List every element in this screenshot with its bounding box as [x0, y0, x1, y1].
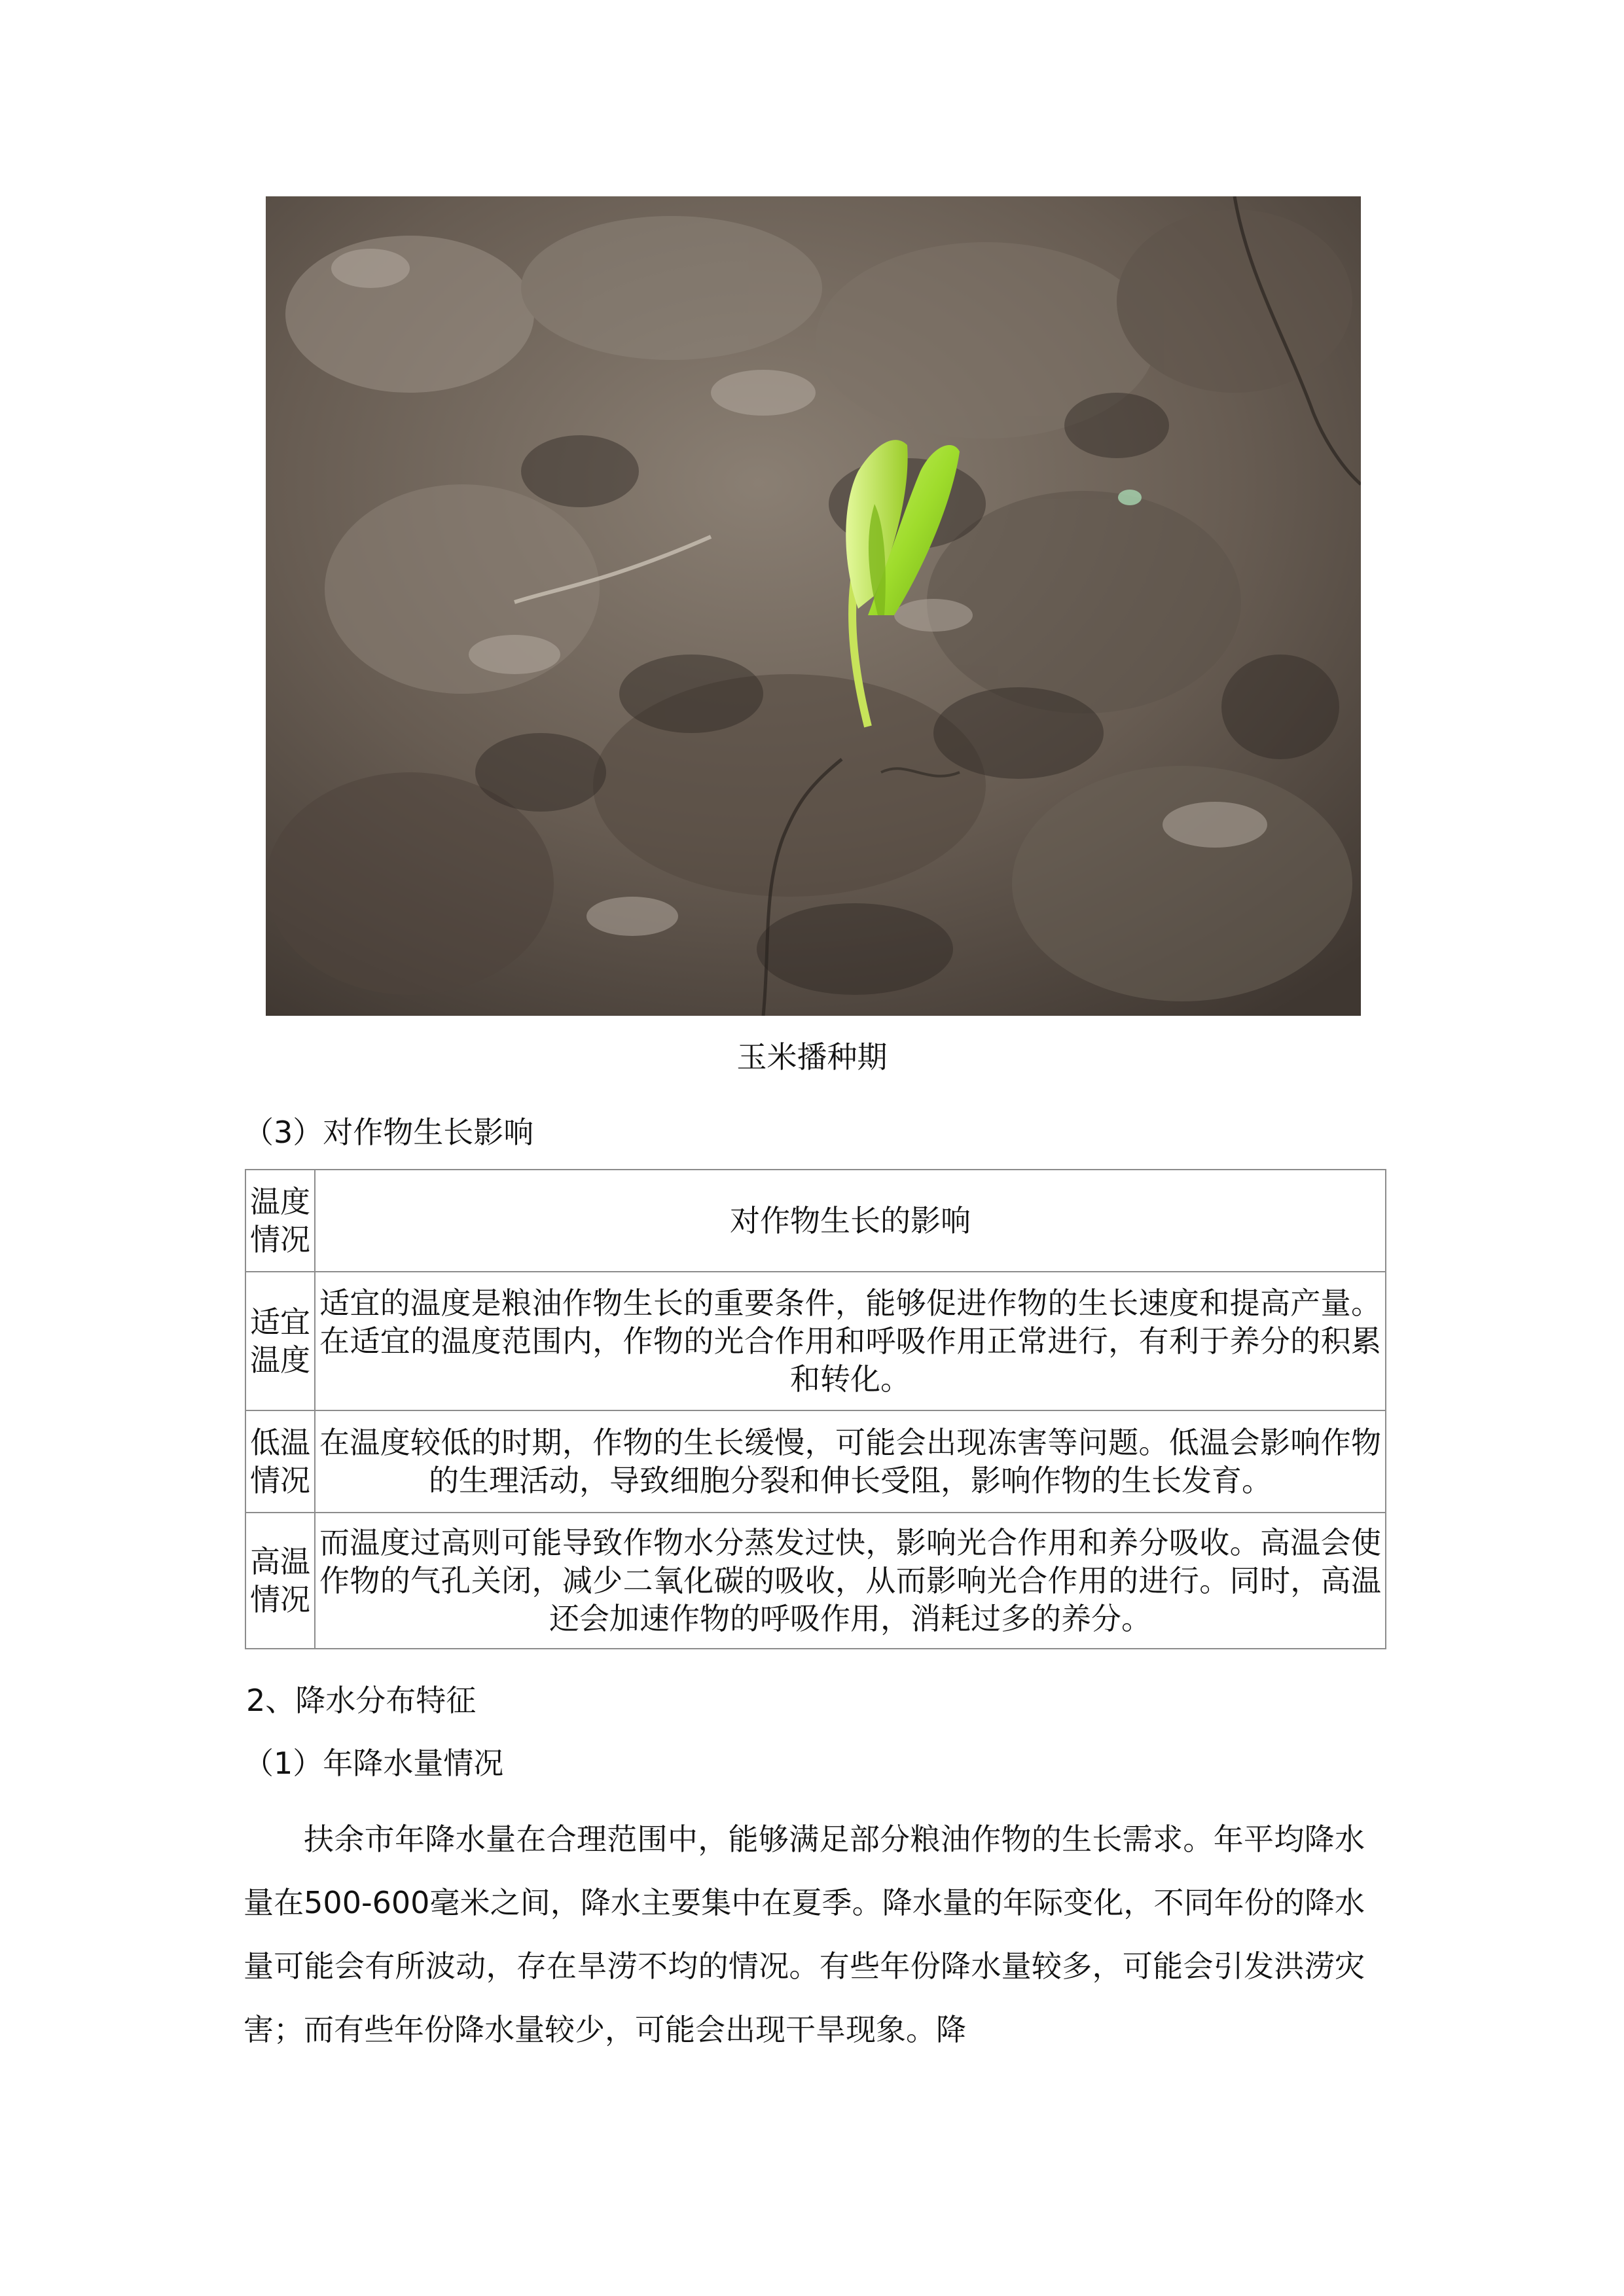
corn-seedling-photo	[266, 196, 1361, 1016]
temperature-impact-table	[245, 1169, 1386, 1649]
section-heading-annual-rainfall: （1）年降水量情况	[244, 1746, 504, 1781]
table-header-row	[245, 1170, 1386, 1272]
row-text: 在温度较低的时期，作物的生长缓慢，可能会出现冻害等问题。低温会影响作物的生理活动，导致细胞分裂和伸长受阻，影响作物的生长发育。	[315, 1410, 1386, 1513]
row-text: 而温度过高则可能导致作物水分蒸发过快，影响光合作用和养分吸收。高温会使作物的气孔关闭，减少二氧化碳的吸收，从而影响光合作用的进行。同时，高温还会加速作物的呼吸作用，消耗过多的养分。	[315, 1513, 1386, 1649]
row-label: 高温情况	[245, 1513, 315, 1649]
section-heading-crop-impact: （3）对作物生长影响	[244, 1115, 534, 1150]
body-paragraph: 扶余市年降水量在合理范围中，能够满足部分粮油作物的生长需求。年平均降水量在500-600毫米之间，降水主要集中在夏季。降水量的年际变化，不同年份的降水量可能会有所波动，存在旱涝不均的情况。有些年份降水量较多，可能会引发洪涝灾害；而有些年份降水量较少，可能会出现干旱现象。降	[244, 1821, 1365, 2047]
row-label: 低温情况	[245, 1410, 315, 1513]
table-header-cell: 温度情况	[245, 1170, 315, 1272]
table-header-cell: 对作物生长的影响	[315, 1170, 1386, 1272]
section-heading-precipitation: 2、降水分布特征	[246, 1683, 477, 1718]
figure-caption: 玉米播种期	[736, 1039, 888, 1075]
row-label: 适宜温度	[245, 1272, 315, 1410]
table-row	[245, 1272, 1386, 1410]
row-text: 适宜的温度是粮油作物生长的重要条件，能够促进作物的生长速度和提高产量。在适宜的温度范围内，作物的光合作用和呼吸作用正常进行，有利于养分的积累和转化。	[315, 1272, 1386, 1410]
table-row	[245, 1513, 1386, 1649]
soil-seedling-image	[266, 196, 1361, 1016]
table-row	[245, 1410, 1386, 1513]
